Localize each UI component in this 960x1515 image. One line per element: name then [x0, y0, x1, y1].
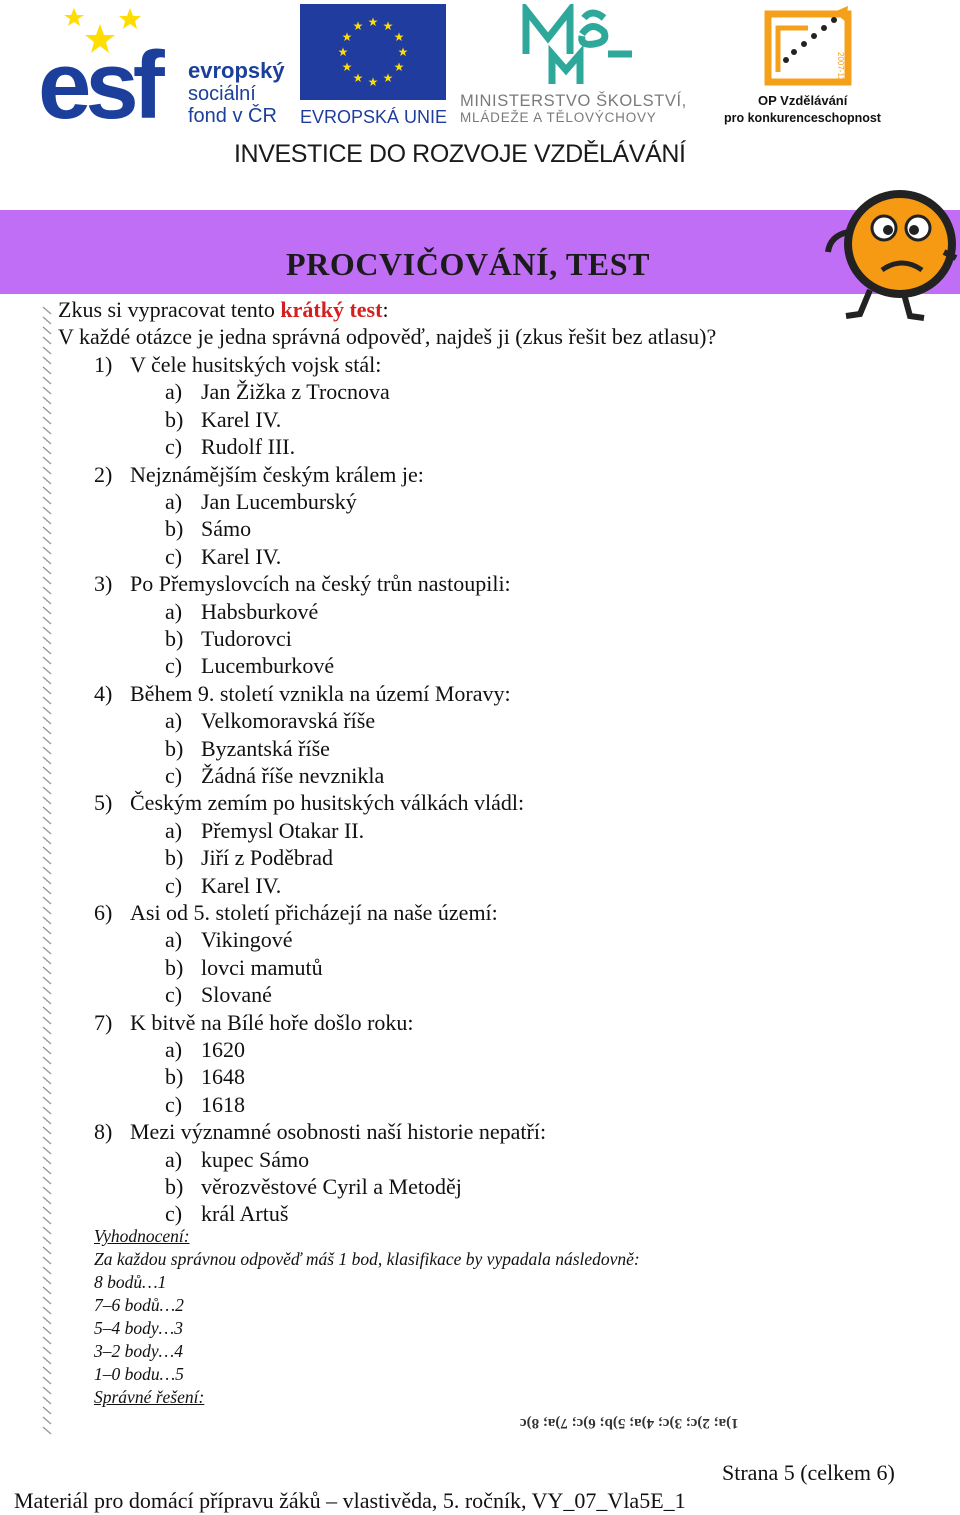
option-letter: b) [165, 1174, 184, 1199]
op-vzdelavani-logo [724, 4, 894, 128]
answer-option [165, 543, 281, 570]
option-letter: a) [165, 817, 183, 843]
question-number: 4) [94, 680, 113, 706]
answer-option [165, 1200, 288, 1227]
question-text: K bitvě na Bílé hoře došlo roku: [130, 1009, 414, 1035]
question-text: V čele husitských vojsk stál: [130, 352, 382, 377]
svg-text:★: ★ [367, 75, 379, 89]
option-letter: a) [165, 927, 183, 953]
option-letter: b) [165, 954, 184, 980]
esf-line2: sociální [188, 83, 256, 105]
option-text: Rudolf III. [201, 434, 296, 460]
option-letter: b) [165, 845, 184, 871]
answer-option [165, 1063, 245, 1090]
answer-option [165, 598, 318, 625]
option-letter: b) [165, 626, 184, 651]
svg-text:★: ★ [341, 30, 353, 44]
option-letter: c) [165, 982, 183, 1008]
intro-line2: V každé otázce je jedna správná odpověď, najdeš ji (zkus řešit bez atlasu)? [58, 324, 717, 349]
question-text: Mezi významné osobnosti naší historie nepatří: [130, 1119, 547, 1145]
option-letter: b) [165, 1064, 184, 1090]
esf-letters: esf [38, 32, 159, 128]
intro-line1-prefix: Zkus si vypracovat tento [58, 297, 281, 322]
op-line1: OP Vzdělávání [758, 93, 848, 108]
msmt-line2: MLÁDEŽE A TĚLOVÝCHOVY [460, 110, 657, 125]
option-text: Sámo [201, 516, 252, 542]
eu-flag-logo [300, 4, 448, 128]
question-number: 6) [94, 900, 113, 925]
op-line2: pro konkurenceschopnost [724, 111, 881, 125]
footer-text: Materiál pro domácí přípravu žáků – vlastivěda, 5. ročník, VY_07_Vla5E_1 [14, 1488, 686, 1513]
option-letter: c) [165, 653, 183, 679]
answer-option [165, 652, 334, 679]
esf-line3: fond v ČR [188, 105, 277, 127]
option-text: Velkomoravská říše [201, 708, 376, 734]
option-letter: b) [165, 406, 184, 432]
option-letter: a) [165, 708, 183, 734]
option-text: 1618 [201, 1091, 245, 1117]
esf-logo [38, 4, 288, 128]
svg-text:★: ★ [367, 15, 379, 29]
intro-line1-accent: krátký test [280, 297, 383, 322]
option-text: Vikingové [201, 927, 293, 953]
answer-option [165, 926, 293, 953]
grade-line: 5–4 body…3 [94, 1318, 183, 1338]
option-text: 1648 [201, 1064, 245, 1090]
option-text: Žádná říše nevznikla [201, 763, 385, 788]
answer-option [165, 1036, 245, 1063]
option-text: Lucemburkové [201, 653, 335, 679]
svg-text:★: ★ [397, 45, 409, 59]
option-text: Karel IV. [201, 543, 282, 569]
option-letter: a) [165, 1037, 183, 1062]
option-text: Jiří z Poděbrad [201, 845, 333, 871]
msmt-line1: MINISTERSTVO ŠKOLSTVÍ, [460, 92, 687, 110]
answer-option [165, 625, 292, 652]
option-text: Přemysl Otakar II. [201, 817, 365, 843]
answer-option [165, 872, 281, 899]
svg-text:★: ★ [393, 30, 405, 44]
option-text: věrozvěstové Cyril a Metoděj [201, 1174, 462, 1199]
answer-option [165, 735, 330, 762]
option-letter: c) [165, 1201, 183, 1227]
question-number: 1) [94, 352, 113, 377]
option-text: Karel IV. [201, 872, 282, 898]
question-text: Asi od 5. století přicházejí na naše území: [130, 900, 498, 925]
op-emblem-icon [768, 6, 848, 82]
option-text: Karel IV. [201, 406, 282, 432]
question-2 [94, 461, 424, 488]
question-text: Nejznámějším českým králem je: [130, 461, 424, 487]
option-letter: c) [165, 1091, 183, 1117]
answer-option [165, 406, 281, 433]
investice-slogan: INVESTICE DO ROZVOJE VZDĚLÁVÁNÍ [234, 140, 686, 168]
svg-text:★: ★ [382, 71, 394, 85]
question-text: Během 9. století vznikla na území Moravy: [130, 680, 511, 706]
intro-line1-suffix: : [382, 297, 389, 322]
svg-text:★: ★ [341, 60, 353, 74]
option-letter: b) [165, 735, 184, 761]
evaluation-heading: Vyhodnocení: [94, 1226, 190, 1246]
option-text: Byzantská říše [201, 735, 330, 761]
option-letter: b) [165, 516, 184, 542]
option-letter: c) [165, 763, 183, 788]
option-text: 1620 [201, 1037, 245, 1062]
question-number: 8) [94, 1119, 113, 1145]
question-3 [94, 570, 511, 597]
answer-option [165, 707, 375, 734]
page-number: Strana 5 (celkem 6) [722, 1460, 895, 1485]
grade-line: 7–6 bodů…2 [94, 1295, 184, 1315]
option-text: kupec Sámo [201, 1146, 310, 1172]
answer-option [165, 981, 272, 1008]
solution-upside-down: 1)a; 2)c; 3)c; 4)a; 5)b; 6)c; 7)a; 8)c [520, 1415, 739, 1431]
option-text: Jan Lucemburský [201, 489, 357, 514]
question-7 [94, 1009, 414, 1036]
answer-option [165, 433, 295, 460]
answer-option [165, 817, 364, 844]
intro-line1 [58, 296, 389, 323]
answer-option [165, 762, 384, 789]
esf-line1: evropský [188, 58, 285, 83]
question-8 [94, 1118, 546, 1145]
question-1 [94, 351, 381, 378]
question-6 [94, 899, 498, 926]
option-letter: a) [165, 1146, 183, 1172]
svg-text:★: ★ [382, 19, 394, 33]
option-letter: c) [165, 543, 183, 569]
msmt-logo [458, 4, 718, 128]
question-4 [94, 680, 511, 707]
option-text: král Artuš [201, 1201, 289, 1227]
question-text: Českým zemím po husitských válkách vládl: [130, 790, 525, 816]
question-number: 5) [94, 790, 113, 816]
option-text: Jan Žižka z Trocnova [201, 379, 390, 405]
option-text: lovci mamutů [201, 954, 323, 980]
question-number: 2) [94, 461, 113, 487]
answer-option [165, 1173, 462, 1200]
svg-text:★: ★ [352, 71, 364, 85]
msmt-monogram-icon [526, 10, 632, 84]
worried-face-mascot-icon [812, 182, 960, 322]
grade-line: 3–2 body…4 [94, 1341, 183, 1361]
option-letter: c) [165, 434, 183, 460]
answer-option [165, 844, 333, 871]
svg-text:★: ★ [352, 19, 364, 33]
answer-option [165, 1091, 245, 1118]
option-letter: a) [165, 598, 183, 624]
option-text: Slované [201, 982, 272, 1008]
question-number: 7) [94, 1009, 113, 1035]
decorative-margin-line [40, 306, 54, 1436]
grade-line: 1–0 bodu…5 [94, 1364, 184, 1384]
question-number: 3) [94, 571, 113, 597]
answer-option [165, 515, 251, 542]
evaluation-description: Za každou správnou odpověď máš 1 bod, klasifikace by vypadala následovně: [94, 1249, 640, 1269]
op-years: 2007-13 [836, 52, 845, 82]
option-letter: a) [165, 489, 183, 514]
option-text: Habsburkové [201, 598, 319, 624]
answer-option [165, 954, 323, 981]
answer-option [165, 488, 357, 515]
page-title: PROCVIČOVÁNÍ, TEST [286, 246, 651, 282]
grade-line: 8 bodů…1 [94, 1272, 167, 1292]
svg-text:★: ★ [337, 45, 349, 59]
question-5 [94, 789, 524, 816]
answer-option [165, 378, 390, 405]
option-letter: c) [165, 872, 183, 898]
option-letter: a) [165, 379, 183, 405]
solution-heading: Správné řešení: [94, 1387, 205, 1407]
eu-label: EVROPSKÁ UNIE [300, 107, 448, 127]
question-text: Po Přemyslovcích na český trůn nastoupili: [130, 571, 511, 597]
answer-option [165, 1146, 309, 1173]
option-text: Tudorovci [201, 626, 292, 651]
svg-text:★: ★ [393, 60, 405, 74]
